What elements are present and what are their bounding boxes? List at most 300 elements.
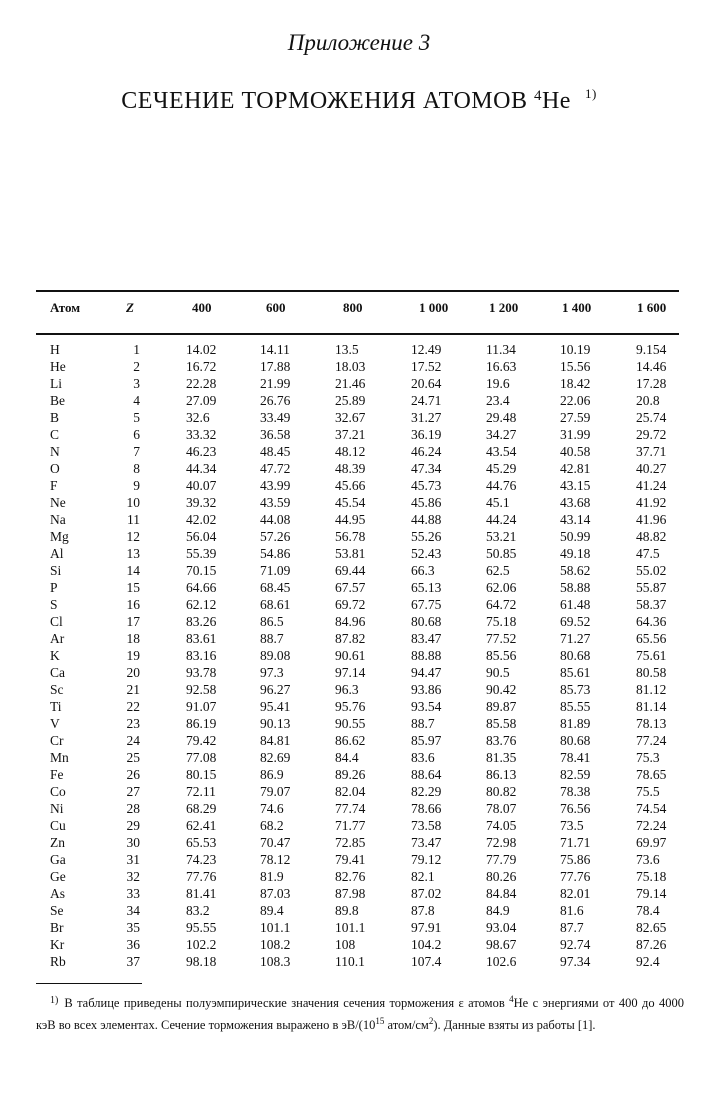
- cell-value: 64.36: [636, 614, 667, 629]
- cell-value: 40.58: [560, 444, 591, 459]
- cell-value: 93.54: [411, 699, 442, 714]
- cell-atom: Mn: [50, 750, 69, 765]
- cell-value: 33.49: [260, 410, 291, 425]
- cell-value: 87.02: [411, 886, 442, 901]
- cell-value: 81.12: [636, 682, 667, 697]
- cell-value: 62.12: [186, 597, 217, 612]
- cell-z: 9: [133, 478, 140, 493]
- page-title: [0, 86, 718, 115]
- cell-value: 81.41: [186, 886, 217, 901]
- cell-value: 79.42: [186, 733, 217, 748]
- footnote: [36, 990, 684, 1034]
- cell-value: 74.54: [636, 801, 667, 816]
- cell-value: 96.3: [335, 682, 359, 697]
- cell-value: 82.69: [260, 750, 291, 765]
- cell-value: 80.15: [186, 767, 217, 782]
- cell-atom: Ar: [50, 631, 65, 646]
- cell-value: 17.28: [636, 376, 667, 391]
- cell-value: 24.71: [411, 393, 442, 408]
- cell-value: 73.58: [411, 818, 442, 833]
- cell-value: 18.03: [335, 359, 366, 374]
- table-row: [0, 460, 718, 477]
- cell-value: 45.54: [335, 495, 366, 510]
- cell-value: 89.8: [335, 903, 359, 918]
- cell-value: 53.81: [335, 546, 366, 561]
- cell-atom: H: [50, 342, 60, 357]
- cell-value: 17.52: [411, 359, 442, 374]
- cell-value: 78.41: [560, 750, 591, 765]
- cell-value: 86.9: [260, 767, 284, 782]
- cell-z: 17: [126, 614, 140, 629]
- cell-value: 77.52: [486, 631, 517, 646]
- cell-value: 33.32: [186, 427, 217, 442]
- cell-atom: Sc: [50, 682, 64, 697]
- cell-value: 45.29: [486, 461, 517, 476]
- cell-z: 28: [126, 801, 140, 816]
- cell-atom: S: [50, 597, 58, 612]
- cell-value: 97.3: [260, 665, 284, 680]
- table-row: [0, 732, 718, 749]
- table-row: [0, 936, 718, 953]
- cell-value: 21.99: [260, 376, 291, 391]
- cell-value: 47.72: [260, 461, 291, 476]
- cell-value: 37.21: [335, 427, 366, 442]
- cell-z: 25: [126, 750, 140, 765]
- cell-value: 90.13: [260, 716, 291, 731]
- table-row: [0, 579, 718, 596]
- cell-value: 85.73: [560, 682, 591, 697]
- cell-z: 34: [126, 903, 140, 918]
- cell-value: 62.06: [486, 580, 517, 595]
- cell-atom: Li: [50, 376, 62, 391]
- cell-value: 48.39: [335, 461, 366, 476]
- cell-value: 101.1: [335, 920, 366, 935]
- cell-z: 20: [126, 665, 140, 680]
- cell-atom: V: [50, 716, 60, 731]
- cell-value: 84.96: [335, 614, 366, 629]
- table-row: [0, 953, 718, 970]
- table-row: [0, 443, 718, 460]
- cell-value: 68.29: [186, 801, 217, 816]
- cell-z: 7: [133, 444, 140, 459]
- table-row: [0, 613, 718, 630]
- cell-z: 2: [133, 359, 140, 374]
- table-row: [0, 647, 718, 664]
- cell-value: 79.14: [636, 886, 667, 901]
- cell-z: 22: [126, 699, 140, 714]
- cell-value: 86.5: [260, 614, 284, 629]
- cell-value: 89.08: [260, 648, 291, 663]
- table-row: [0, 766, 718, 783]
- cell-value: 45.86: [411, 495, 442, 510]
- cell-value: 102.2: [186, 937, 217, 952]
- cell-value: 13.5: [335, 342, 359, 357]
- cell-value: 98.67: [486, 937, 517, 952]
- table-row: [0, 426, 718, 443]
- table-row: [0, 902, 718, 919]
- cell-z: 29: [126, 818, 140, 833]
- cell-value: 47.5: [636, 546, 660, 561]
- cell-value: 55.87: [636, 580, 667, 595]
- cell-value: 101.1: [260, 920, 291, 935]
- header-energy: 1 000: [419, 300, 449, 315]
- cell-z: 15: [126, 580, 140, 595]
- cell-atom: Rb: [50, 954, 66, 969]
- cell-value: 69.97: [636, 835, 667, 850]
- table-row: [0, 477, 718, 494]
- cell-value: 74.05: [486, 818, 517, 833]
- cell-atom: Co: [50, 784, 66, 799]
- cell-value: 75.3: [636, 750, 660, 765]
- cell-value: 58.37: [636, 597, 667, 612]
- cell-value: 44.95: [335, 512, 366, 527]
- table-row: [0, 868, 718, 885]
- cell-value: 88.7: [260, 631, 284, 646]
- cell-value: 50.99: [560, 529, 591, 544]
- cell-value: 44.24: [486, 512, 517, 527]
- cell-z: 23: [126, 716, 140, 731]
- cell-value: 17.88: [260, 359, 291, 374]
- cell-value: 23.4: [486, 393, 510, 408]
- cell-value: 80.82: [486, 784, 517, 799]
- cell-value: 89.87: [486, 699, 517, 714]
- table-row: [0, 528, 718, 545]
- cell-atom: Be: [50, 393, 65, 408]
- cell-value: 36.19: [411, 427, 442, 442]
- cell-atom: Mg: [50, 529, 69, 544]
- cell-value: 85.55: [560, 699, 591, 714]
- cell-value: 88.88: [411, 648, 442, 663]
- cell-z: 13: [126, 546, 140, 561]
- cell-value: 79.41: [335, 852, 366, 867]
- cell-atom: Ga: [50, 852, 66, 867]
- cell-value: 43.68: [560, 495, 591, 510]
- cell-value: 55.26: [411, 529, 442, 544]
- title-text: СЕЧЕНИЕ ТОРМОЖЕНИЯ АТОМОВ: [121, 88, 528, 114]
- cell-value: 31.27: [411, 410, 442, 425]
- cell-value: 95.76: [335, 699, 366, 714]
- cell-value: 19.6: [486, 376, 510, 391]
- cell-value: 27.09: [186, 393, 217, 408]
- cell-value: 79.12: [411, 852, 442, 867]
- cell-value: 94.47: [411, 665, 442, 680]
- cell-value: 75.18: [486, 614, 517, 629]
- cell-atom: Fe: [50, 767, 64, 782]
- cell-z: 18: [126, 631, 140, 646]
- cell-value: 92.58: [186, 682, 217, 697]
- cell-value: 77.76: [560, 869, 591, 884]
- cell-atom: Br: [50, 920, 64, 935]
- cell-value: 43.15: [560, 478, 591, 493]
- cell-atom: N: [50, 444, 60, 459]
- cell-atom: Ni: [50, 801, 64, 816]
- cell-value: 90.42: [486, 682, 517, 697]
- cell-value: 69.44: [335, 563, 366, 578]
- cell-value: 40.07: [186, 478, 217, 493]
- cell-value: 21.46: [335, 376, 366, 391]
- cell-value: 68.2: [260, 818, 284, 833]
- footnote-mark: 1): [50, 995, 59, 1007]
- cell-value: 80.58: [636, 665, 667, 680]
- header-z: Z: [126, 300, 134, 315]
- cell-value: 69.52: [560, 614, 591, 629]
- cell-value: 72.98: [486, 835, 517, 850]
- cell-value: 80.68: [560, 733, 591, 748]
- cell-value: 62.5: [486, 563, 510, 578]
- cell-value: 48.82: [636, 529, 667, 544]
- cell-value: 56.04: [186, 529, 217, 544]
- header-atom: Атом: [50, 300, 81, 315]
- cell-value: 65.13: [411, 580, 442, 595]
- cell-value: 75.18: [636, 869, 667, 884]
- table-row: [0, 800, 718, 817]
- cell-value: 68.61: [260, 597, 291, 612]
- table-row: [0, 545, 718, 562]
- table-row: [0, 630, 718, 647]
- cell-value: 78.66: [411, 801, 442, 816]
- cell-value: 97.14: [335, 665, 366, 680]
- cell-value: 44.08: [260, 512, 291, 527]
- cell-value: 81.9: [260, 869, 284, 884]
- cell-value: 87.8: [411, 903, 435, 918]
- cell-z: 27: [126, 784, 140, 799]
- table-row: [0, 885, 718, 902]
- table-row: [0, 715, 718, 732]
- cell-atom: Ca: [50, 665, 65, 680]
- cell-value: 74.6: [260, 801, 284, 816]
- cell-atom: F: [50, 478, 58, 493]
- cell-value: 45.73: [411, 478, 442, 493]
- cell-value: 66.3: [411, 563, 435, 578]
- cell-value: 96.27: [260, 682, 291, 697]
- table-row: [0, 511, 718, 528]
- cell-value: 11.34: [486, 342, 516, 357]
- appendix-label: Приложение 3: [287, 30, 431, 55]
- cell-value: 67.57: [335, 580, 366, 595]
- cell-value: 75.86: [560, 852, 591, 867]
- cell-value: 90.5: [486, 665, 510, 680]
- cell-value: 84.9: [486, 903, 510, 918]
- cell-value: 10.19: [560, 342, 591, 357]
- table-row: [0, 834, 718, 851]
- cell-value: 69.72: [335, 597, 366, 612]
- cell-atom: Si: [50, 563, 62, 578]
- cell-value: 45.66: [335, 478, 366, 493]
- cell-value: 14.02: [186, 342, 217, 357]
- cell-value: 88.7: [411, 716, 435, 731]
- cell-value: 83.76: [486, 733, 517, 748]
- cell-value: 70.47: [260, 835, 291, 850]
- cell-value: 85.56: [486, 648, 517, 663]
- cell-value: 108.3: [260, 954, 291, 969]
- cell-value: 48.45: [260, 444, 291, 459]
- cell-value: 85.97: [411, 733, 442, 748]
- title-element: He: [541, 88, 571, 114]
- cell-value: 15.56: [560, 359, 591, 374]
- cell-value: 80.68: [411, 614, 442, 629]
- cell-atom: Al: [50, 546, 64, 561]
- cell-z: 16: [126, 597, 140, 612]
- cell-value: 89.4: [260, 903, 284, 918]
- cell-value: 84.84: [486, 886, 517, 901]
- cell-value: 65.53: [186, 835, 217, 850]
- header-energy: 800: [343, 300, 363, 315]
- cell-value: 41.96: [636, 512, 667, 527]
- cell-value: 65.56: [636, 631, 667, 646]
- cell-value: 78.07: [486, 801, 517, 816]
- cell-value: 110.1: [335, 954, 365, 969]
- cell-value: 41.24: [636, 478, 667, 493]
- cell-value: 32.67: [335, 410, 366, 425]
- cell-value: 95.41: [260, 699, 291, 714]
- cell-z: 10: [126, 495, 140, 510]
- cell-value: 43.54: [486, 444, 517, 459]
- cell-value: 108.2: [260, 937, 291, 952]
- cell-atom: Zn: [50, 835, 65, 850]
- table-row: [0, 596, 718, 613]
- footnote-square: 2: [428, 1016, 434, 1027]
- footnote-exponent: 15: [375, 1016, 385, 1027]
- cell-z: 4: [133, 393, 140, 408]
- cell-value: 52.43: [411, 546, 442, 561]
- footnote-text: ). Данные взяты из работы [1].: [433, 1018, 596, 1033]
- cell-value: 87.7: [560, 920, 584, 935]
- cell-value: 61.48: [560, 597, 591, 612]
- cell-value: 82.76: [335, 869, 366, 884]
- cell-value: 82.29: [411, 784, 442, 799]
- cell-z: 33: [126, 886, 140, 901]
- cell-value: 72.24: [636, 818, 667, 833]
- table-header: [0, 300, 718, 320]
- cell-value: 86.19: [186, 716, 217, 731]
- cell-value: 9.154: [636, 342, 667, 357]
- cell-value: 42.02: [186, 512, 217, 527]
- footnote-rule: [36, 983, 142, 984]
- cell-value: 74.23: [186, 852, 217, 867]
- cell-value: 77.08: [186, 750, 217, 765]
- cell-value: 83.6: [411, 750, 435, 765]
- cell-value: 41.92: [636, 495, 667, 510]
- cell-value: 48.12: [335, 444, 366, 459]
- cell-value: 58.88: [560, 580, 591, 595]
- cell-z: 1: [133, 342, 140, 357]
- cell-value: 58.62: [560, 563, 591, 578]
- table-row: [0, 494, 718, 511]
- cell-value: 71.09: [260, 563, 291, 578]
- cell-value: 81.6: [560, 903, 584, 918]
- cell-value: 83.16: [186, 648, 217, 663]
- cell-z: 12: [126, 529, 140, 544]
- cell-z: 5: [133, 410, 140, 425]
- cell-value: 71.77: [335, 818, 366, 833]
- cell-value: 47.34: [411, 461, 442, 476]
- cell-value: 90.55: [335, 716, 366, 731]
- cell-z: 11: [127, 512, 140, 527]
- cell-value: 26.76: [260, 393, 291, 408]
- cell-atom: Cl: [50, 614, 63, 629]
- table-body: [0, 341, 718, 970]
- cell-value: 43.99: [260, 478, 291, 493]
- cell-value: 72.11: [186, 784, 216, 799]
- cell-atom: He: [50, 359, 66, 374]
- cell-value: 82.59: [560, 767, 591, 782]
- cell-value: 93.86: [411, 682, 442, 697]
- table-row: [0, 698, 718, 715]
- cell-atom: Ti: [50, 699, 62, 714]
- cell-atom: P: [50, 580, 58, 595]
- cell-value: 25.74: [636, 410, 667, 425]
- cell-value: 73.47: [411, 835, 442, 850]
- cell-value: 83.47: [411, 631, 442, 646]
- cell-value: 53.21: [486, 529, 517, 544]
- table-row: [0, 919, 718, 936]
- table-row: [0, 562, 718, 579]
- cell-z: 26: [126, 767, 140, 782]
- cell-value: 55.39: [186, 546, 217, 561]
- cell-value: 14.46: [636, 359, 667, 374]
- cell-value: 22.06: [560, 393, 591, 408]
- footnote-text: В таблице приведены полуэмпирические значения сечения торможения ε атомов: [64, 996, 510, 1011]
- cell-value: 104.2: [411, 937, 442, 952]
- title-isotope-mass: 4: [533, 88, 542, 104]
- cell-value: 93.04: [486, 920, 517, 935]
- cell-value: 83.26: [186, 614, 217, 629]
- cell-value: 86.62: [335, 733, 366, 748]
- table-row: [0, 375, 718, 392]
- cell-value: 29.72: [636, 427, 667, 442]
- cell-value: 25.89: [335, 393, 366, 408]
- cell-value: 49.18: [560, 546, 591, 561]
- title-footnote-mark: 1): [584, 86, 597, 101]
- cell-value: 82.04: [335, 784, 366, 799]
- cell-z: 24: [126, 733, 140, 748]
- cell-value: 85.61: [560, 665, 591, 680]
- cell-value: 78.4: [636, 903, 660, 918]
- table-header-rule: [36, 333, 679, 335]
- cell-value: 56.78: [335, 529, 366, 544]
- cell-value: 73.6: [636, 852, 660, 867]
- cell-atom: Ne: [50, 495, 66, 510]
- table-row: [0, 783, 718, 800]
- cell-value: 97.91: [411, 920, 442, 935]
- footnote-text: He с энергиями от 400 до 4000 кэВ во всех элементах. Сечение торможения выражено в эВ/(10: [36, 996, 684, 1033]
- cell-value: 92.4: [636, 954, 660, 969]
- cell-value: 32.6: [186, 410, 210, 425]
- cell-value: 16.72: [186, 359, 217, 374]
- cell-value: 87.03: [260, 886, 291, 901]
- cell-value: 44.76: [486, 478, 517, 493]
- cell-value: 82.01: [560, 886, 591, 901]
- cell-value: 78.38: [560, 784, 591, 799]
- header-energy: 600: [266, 300, 286, 315]
- table-row: [0, 749, 718, 766]
- cell-value: 95.55: [186, 920, 217, 935]
- cell-z: 37: [126, 954, 140, 969]
- cell-value: 64.72: [486, 597, 517, 612]
- cell-value: 43.59: [260, 495, 291, 510]
- cell-value: 73.5: [560, 818, 584, 833]
- cell-value: 39.32: [186, 495, 217, 510]
- cell-value: 77.79: [486, 852, 517, 867]
- cell-atom: Cu: [50, 818, 66, 833]
- cell-value: 88.64: [411, 767, 442, 782]
- cell-value: 18.42: [560, 376, 591, 391]
- cell-value: 79.07: [260, 784, 291, 799]
- header-energy: 400: [192, 300, 212, 315]
- table-row: [0, 817, 718, 834]
- cell-atom: Cr: [50, 733, 64, 748]
- cell-value: 20.8: [636, 393, 660, 408]
